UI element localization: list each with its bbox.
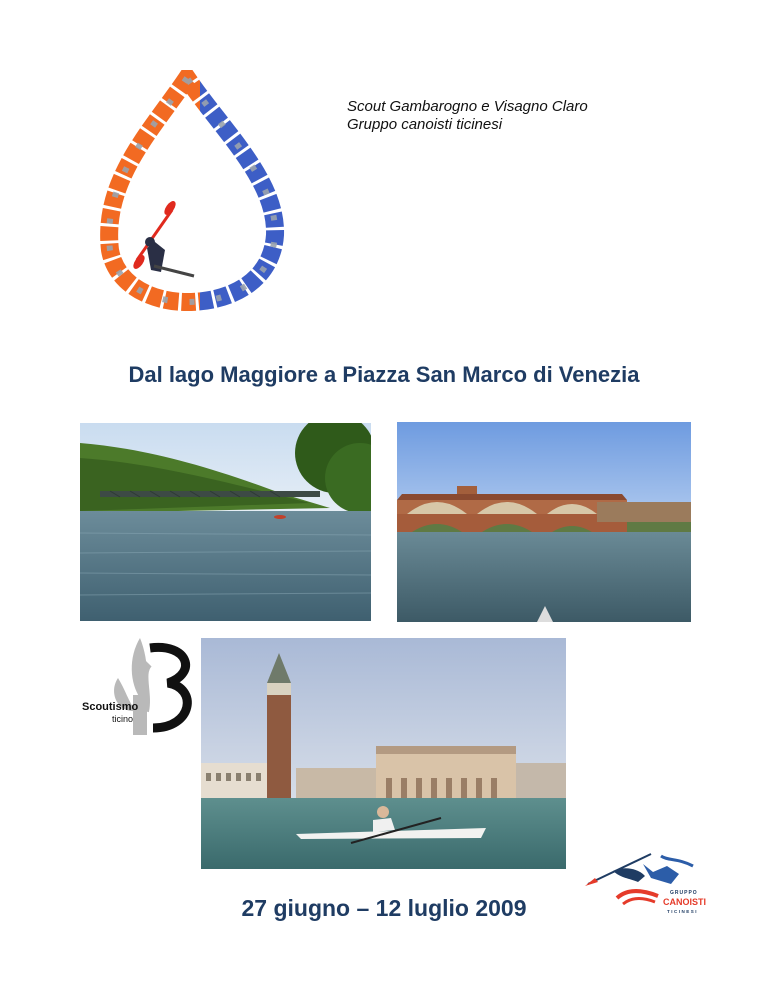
page-title: Dal lago Maggiore a Piazza San Marco di Venezia [128,362,640,387]
org-line-2: Gruppo canoisti ticinesi [347,116,503,133]
photo-covered-bridge [397,422,691,622]
gct-logo-line3: TICINESI [667,909,699,914]
event-dates: 27 giugno – 12 luglio 2009 [241,895,527,921]
gct-logo-line1: GRUPPO [670,890,698,896]
photo-venice-kayak [201,638,566,869]
org-line-1: Scout Gambarogno e Visagno Claro [347,98,588,115]
scout-fleur-de-lis-logo [78,633,200,738]
photo-river-bridge [80,423,371,621]
paddle-drop-logo [92,70,292,315]
gct-logo-line2: CANOISTI [663,897,707,907]
scout-logo-word: Scoutismo [82,701,139,713]
scout-logo-sub: ticino [112,714,134,724]
